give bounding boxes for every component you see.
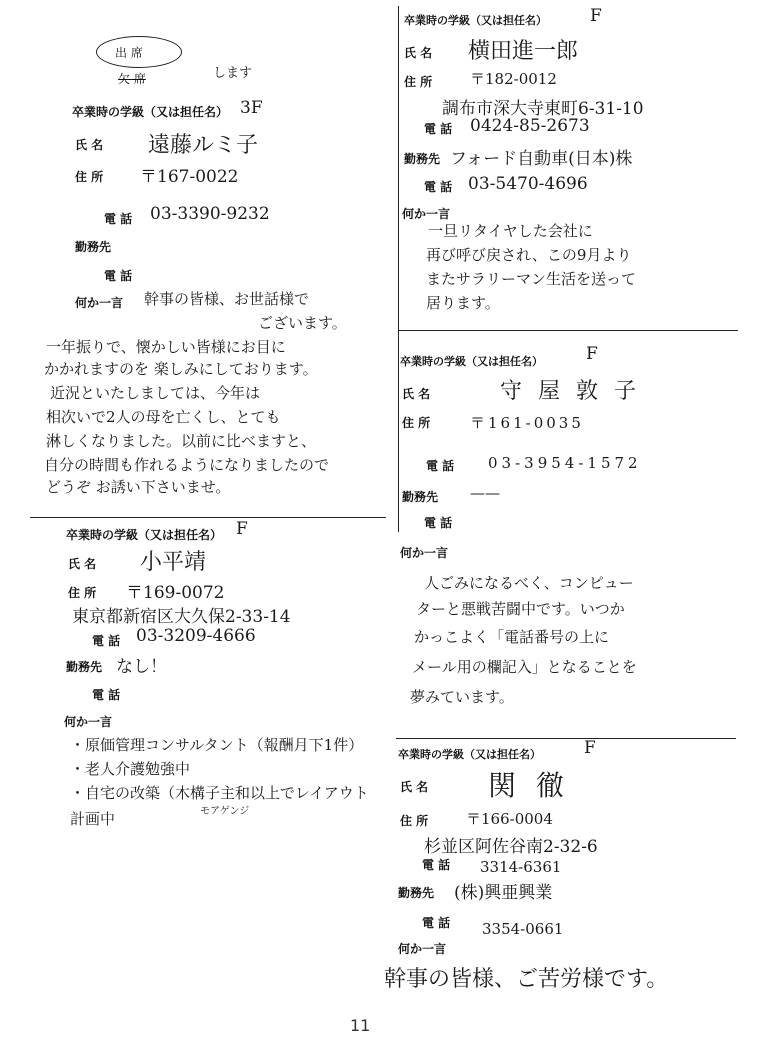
entry5-comment-line: 幹事の皆様、ご苦労様です。	[384, 967, 669, 992]
entry1-name-label: 氏 名	[75, 138, 104, 152]
entry2-work-value: フォード自動車(日本)株	[450, 149, 633, 169]
entry3-name-value: 守屋敦子	[500, 379, 653, 404]
entry2-phone-value: 0424-85-2673	[470, 116, 590, 136]
entry3-phone-value: 03-3954-1572	[488, 454, 642, 472]
entry1-comment-line: ございます。	[258, 314, 347, 332]
attendance-suffix: します	[213, 66, 253, 81]
entry4-workphone-label: 電 話	[92, 688, 121, 702]
entry5-comment-label: 何か一言	[398, 942, 447, 956]
entry2-class-value: F	[590, 6, 602, 26]
entry5-workphone-value: 3354-0661	[482, 920, 564, 938]
entry5-work-value: (株)興亜興業	[454, 883, 553, 903]
entry3-zip-value: 〒161-0035	[470, 414, 584, 432]
entry4-address-value: 東京都新宿区大久保2-33-14	[72, 607, 291, 627]
entry1-comment-label: 何か一言	[75, 296, 124, 310]
entry4-class-label: 卒業時の学級（又は担任名）	[66, 528, 223, 542]
entry3-workphone-label: 電 話	[424, 516, 453, 530]
entry4-comment-line: ・老人介護勉強中	[70, 760, 191, 778]
entry2-phone-label: 電 話	[424, 122, 453, 136]
entry2-work-label: 勤務先	[404, 152, 441, 166]
entry2-workphone-value: 03-5470-4696	[468, 174, 588, 194]
entry3-class-label: 卒業時の学級（又は担任名）	[400, 355, 543, 368]
entry1-zip-value: 〒167-0022	[140, 167, 239, 187]
entry4-comment-line: ・自宅の改築（木構子主和以上でレイアウト	[70, 784, 369, 802]
entry3-work-value: ——	[470, 484, 500, 502]
entry1-comment-line: どうぞ お誘い下さいませ。	[46, 478, 231, 496]
entry1-workphone-label: 電 話	[104, 269, 133, 283]
entry4-zip-value: 〒169-0072	[126, 583, 225, 603]
entry4-comment-line: モアゲンジ	[200, 806, 250, 817]
entry3-class-value: F	[586, 344, 598, 364]
entry2-address-label: 住 所	[404, 75, 433, 89]
entry4-class-value: F	[236, 519, 248, 539]
entry2-comment-label: 何か一言	[402, 207, 451, 221]
entry1-phone-label: 電 話	[104, 212, 133, 226]
entry5-name-value: 関徹	[488, 769, 585, 802]
entry4-work-value: なし！	[116, 657, 167, 677]
entry2-zip-value: 〒182-0012	[470, 70, 557, 88]
entry2-name-value: 横田進一郎	[468, 39, 579, 64]
entry2-comment-line: 居ります。	[426, 294, 500, 312]
entry4-comment-line: 計画中	[70, 810, 116, 828]
entry5-address-label: 住 所	[400, 814, 429, 828]
entry2-name-label: 氏 名	[404, 46, 433, 60]
entry2-comment-line: 一旦リタイヤした会社に	[428, 222, 593, 240]
entry3-phone-label: 電 話	[426, 459, 455, 473]
entry1-comment-line: 自分の時間も作れるようになりましたので	[44, 456, 330, 474]
entry5-name-label: 氏 名	[400, 780, 429, 794]
entry1-comment-line: かかれますのを 楽しみにしております。	[44, 360, 318, 378]
absent-option: 欠 席	[118, 72, 146, 86]
entry2-class-label: 卒業時の学級（又は担任名）	[404, 14, 547, 27]
page-number: 11	[350, 1016, 371, 1035]
entry2-workphone-label: 電 話	[424, 180, 453, 194]
entry1-comment-line: 一年振りで、懐かしい皆様にお目に	[46, 338, 286, 356]
entry1-class-label: 卒業時の学級（又は担任名）	[72, 105, 229, 119]
entry2-comment-line: 再び呼び戻され、この9月より	[426, 246, 632, 264]
entry5-zip-value: 〒166-0004	[466, 810, 553, 828]
entry5-work-label: 勤務先	[398, 886, 435, 900]
entry3-comment-line: ターと悪戦苦闘中です。いつか	[416, 600, 625, 618]
section-divider	[396, 738, 736, 739]
entry2-comment-line: またサラリーマン生活を送って	[426, 270, 637, 288]
entry5-phone-value: 3314-6361	[480, 858, 562, 876]
entry5-address-value: 杉並区阿佐谷南2-32-6	[424, 837, 598, 857]
entry4-name-label: 氏 名	[68, 557, 97, 571]
entry3-comment-line: 人ごみになるべく、コンピュー	[424, 574, 634, 592]
entry1-address-label: 住 所	[75, 170, 104, 184]
entry4-name-value: 小平靖	[140, 550, 207, 575]
entry3-address-label: 住 所	[402, 416, 431, 430]
entry1-name-value: 遠藤ルミ子	[148, 133, 259, 158]
entry3-work-label: 勤務先	[402, 490, 439, 504]
entry1-comment-line: 淋しくなりました。以前に比べますと、	[46, 432, 317, 450]
attend-option: 出 席	[115, 46, 143, 60]
entry1-comment-line: 幹事の皆様、お世話様で	[144, 290, 310, 308]
entry4-address-label: 住 所	[68, 586, 97, 600]
entry5-workphone-label: 電 話	[422, 916, 451, 930]
entry1-class-value: 3F	[240, 98, 263, 118]
entry3-comment-line: メール用の欄記入」となることを	[412, 658, 637, 676]
entry4-comment-line: ・原価管理コンサルタント（報酬月下1件）	[70, 736, 364, 754]
entry1-phone-value: 03-3390-9232	[150, 204, 270, 224]
entry3-name-label: 氏 名	[402, 387, 431, 401]
entry5-phone-label: 電 話	[422, 858, 451, 872]
entry1-work-label: 勤務先	[75, 240, 112, 254]
entry3-comment-line: かっこよく「電話番号の上に	[414, 628, 610, 646]
entry2-address-value: 調布市深大寺東町6-31-10	[442, 99, 644, 119]
section-divider	[30, 517, 386, 518]
entry1-comment-line: 相次いで2人の母を亡くし、とても	[46, 408, 281, 426]
section-divider	[398, 330, 738, 331]
entry5-class-label: 卒業時の学級（又は担任名）	[398, 748, 541, 761]
entry1-comment-line: 近況といたしましては、今年は	[50, 384, 261, 402]
entry3-comment-line: 夢みています。	[410, 688, 514, 706]
column-divider	[398, 6, 399, 532]
entry4-comment-label: 何か一言	[64, 715, 113, 729]
entry4-work-label: 勤務先	[66, 660, 103, 674]
entry4-phone-label: 電 話	[92, 634, 121, 648]
entry3-comment-label: 何か一言	[400, 546, 449, 560]
entry5-class-value: F	[584, 738, 596, 758]
entry4-phone-value: 03-3209-4666	[136, 626, 256, 646]
